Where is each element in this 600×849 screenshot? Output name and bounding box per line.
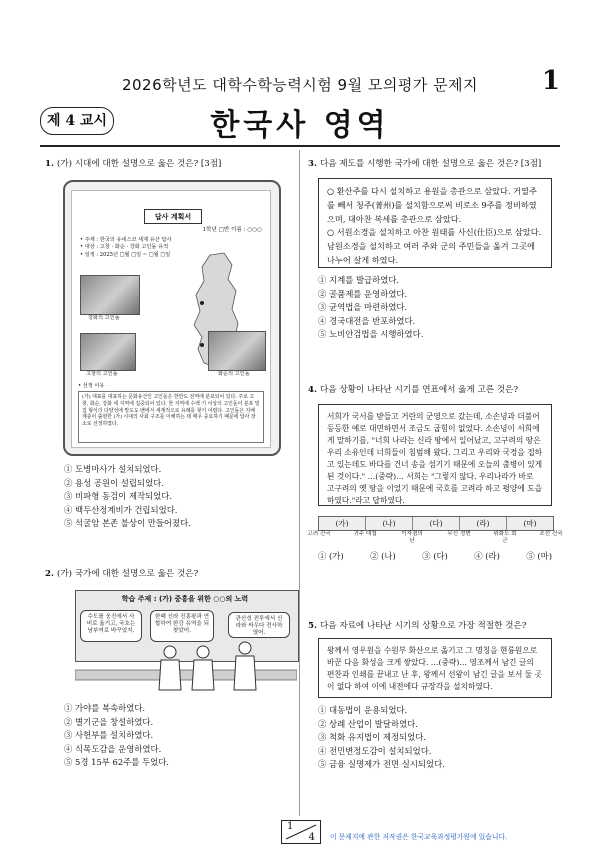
reason-title: • 선정 이유 [78,383,105,389]
plan-bullet: • 주제 : 한국의 유네스코 세계 유산 답사 [80,237,172,243]
answer-option[interactable]: ④ 전민변정도감이 설치되었다. [318,745,432,756]
question-number: 5. [308,621,317,631]
answer-option[interactable]: ⑤ (마) [526,551,552,561]
timeline-period: (나) [366,517,413,530]
answer-option[interactable]: ① 대동법이 운용되었다. [318,705,408,715]
answer-option[interactable]: ③ 비파형 동검이 제작되었다. [64,491,173,501]
answer-option[interactable]: ③ 사헌부를 설치하였다. [64,730,154,740]
answer-option[interactable]: ⑤ 노비안검법을 시행하였다. [318,329,424,339]
page-number: 1 [541,66,560,96]
ganghwa-dolmen-photo [80,275,140,315]
source-paragraph: ○ 서원소경을 설치하고 아찬 원태를 사신(仕臣)으로 삼았다. 남원소경을 설치하고 여러 주와 군의 주민들을 옮겨 그곳에 나누어 살게 하였다. [327,227,542,265]
copyright-notice: 이 문제지에 관한 저작권은 한국교육과정평가원에 있습니다. [330,833,508,841]
question-prompt: (가) 국가에 대한 설명으로 옳은 것은? [56,569,199,579]
q2-options [64,702,284,770]
question-1 [45,158,295,170]
question-3 [308,158,563,170]
timeline-event: 조선 건국 [539,531,563,537]
q1-options [64,463,284,531]
answer-option[interactable]: ④ 식목도감을 운영하였다. [64,743,162,754]
speech-bubble: 관산성 전투에서 신라와 싸우다 전사하였어. [228,612,290,638]
answer-option[interactable]: ③ 척화 유지법이 제정되었다. [318,732,427,742]
answer-option[interactable]: ② (나) [370,551,396,561]
plan-document [71,190,271,448]
answer-option[interactable]: ⑤ 5경 15부 62주를 두었다. [64,757,169,767]
board-title: 학습 주제 : (가) 중흥을 위한 ○○의 노력 [121,595,249,603]
timeline-period: (가) [319,517,366,530]
photo-caption: 고창의 고인돌 [86,371,118,377]
timeline-event: 귀주 대첩 [353,531,377,537]
answer-option[interactable]: ④ (라) [474,551,500,561]
header-rule [40,145,560,147]
answer-option[interactable]: ② 골품제를 운영하였다. [318,288,408,299]
timeline-events [306,531,564,545]
answer-option[interactable]: ② 상례 산업이 발달하였다. [318,718,418,729]
map-marker [200,343,204,347]
plan-title: 답사 계획서 [144,209,202,224]
question-number: 3. [308,159,317,169]
source-paragraph: ○ 환산주를 다시 설치하고 용원을 총관으로 삼았다. 거열주를 빼서 청주(菁州)를 설치함으로써 비로소 9주를 정비하였으며, 대아찬 복세를 총관으로 삼았다. [327,186,537,224]
answer-option[interactable]: ④ 경국대전을 반포하였다. [318,315,416,326]
answer-option[interactable]: ③ 균역법을 마련하였다. [318,302,408,312]
photo-caption: 화순의 고인돌 [218,371,250,377]
question-number: 2. [45,569,54,579]
timeline-period: (다) [413,517,460,530]
question-4 [308,384,563,396]
answer-option[interactable]: ② 별기군을 창설하였다. [64,716,154,727]
timeline-event: 고려 건국 [307,531,331,537]
speech-bubble: 수도를 웅진에서 사비로 옮기고, 국호는 남부여로 바꾸었지. [80,610,142,642]
question-prompt: 다음 상황이 나타난 시기를 연표에서 옳게 고른 것은? [319,385,519,395]
timeline-event: 이자겸의 난 [401,531,423,544]
hwasun-dolmen-photo [208,331,266,371]
answer-option[interactable]: ② 용성 공원이 설립되었다. [64,477,164,488]
exam-title: 2026학년도 대학수학능력시험 9월 모의평가 문제지 [121,76,479,94]
speech-bubble: 한때 신라 진흥왕과 연합하여 한강 유역을 되찾았어. [150,610,214,642]
answer-option[interactable]: ③ (다) [422,551,448,561]
column-divider [299,150,300,816]
q5-source-box: 왕께서 영우원을 수원부 화산으로 옮기고 그 명칭을 현륭원으로 바꾼 다음 화성을 크게 쌓았다. …(중략)… 영조께서 남긴 글의 편찬과 인쇄를 끝내고 난 후, 왕께서 선왕이 남긴 글을 보서 둘 곳이 없다 하여 이에 내전에다 규장각을 설치하였다. [318,638,552,698]
q4-options [318,550,552,564]
question-number: 1. [45,159,54,169]
q4-source-box: 서희가 국서를 받들고 거란의 군영으로 갔는데, 소손녕과 더불어 등등한 예로 대면하면서 조금도 굽힘이 없었다. 소손녕이 서희에게 말하기를, "너희 나라는 신라 땅에서 일어났고, 고구려의 땅은 우리 소유인데 너희들이 침범해 왔다. 그리고 우리와 국경을 접하고 있는데도 바다를 건너 송을 섬기기 때문에 오늘의 출병이 있게 된 것이다." …(중략)… 서희는 "그렇지 않다. 우리나라가 바로 고구려의 옛 땅을 이었기 때문에 국호를 고려라 하고 평양에 도읍하였다."라고 답하였다. [318,404,552,506]
answer-option[interactable]: ⑤ 석굴암 본존 불상이 만들어졌다. [64,518,191,528]
page-current: 1 [287,821,294,832]
timeline-event: 무신 정변 [447,531,471,537]
question-number: 4. [308,385,317,395]
question-2 [45,568,295,580]
q5-options [318,704,552,772]
plan-class-line: 1학년 □반 이름 : ○○○ [202,227,262,233]
timeline-period: (마) [507,517,553,530]
answer-option[interactable]: ① (가) [318,551,344,561]
question-5 [308,620,563,632]
q3-source-box [318,178,552,268]
session-badge: 제 4 교시 [40,107,114,135]
timeline-bar [318,516,554,531]
question-prompt: 다음 자료에 나타난 시기의 상황으로 가장 적절한 것은? [319,621,527,631]
timeline-period: (라) [460,517,507,530]
answer-option[interactable]: ① 가야를 복속하였다. [64,703,146,713]
answer-option[interactable]: ⑤ 금융 실명제가 전면 실시되었다. [318,759,445,769]
plan-bullets [80,237,190,259]
plan-bullet: • 일정 : 2025년 □월 □일 ~ □월 □일 [80,251,171,258]
photo-caption: 강화의 고인돌 [88,315,120,321]
gochang-dolmen-photo [80,333,136,371]
question-prompt: 다음 제도를 시행한 국가에 대한 설명으로 옳은 것은? [3점] [319,159,542,169]
answer-option[interactable]: ① 지계를 발급하였다. [318,275,400,285]
question-prompt: (가) 시대에 대한 설명으로 옳은 것은? [3점] [56,159,222,169]
answer-option[interactable]: ④ 백두산정계비가 건립되었다. [64,504,178,515]
plan-bullet: • 대상 : 고창 · 화순 · 강화 고인돌 유적 [80,244,169,251]
answer-option[interactable]: ① 도병마사가 설치되었다. [64,464,162,474]
students-illustration [75,640,297,696]
map-marker [200,301,204,305]
page-total: 4 [308,832,315,843]
timeline-event: 위화도 회군 [493,531,517,544]
q3-options [318,274,552,342]
reason-text: (가) 대표를 대표하는 문화유산인 고인돌은 한반도 전역에 분포되어 있다. 주로 고창, 화순, 강화 세 지역에 집중되어 있다. 한 지역에 수백 기 이상의 고인돌이 분포 밀집 형식의 다양성에 말도도 밴에서 세계적으로 유례를 찾기 어렵다. 고인돌은 지배 계층이 출현한 (가) 시대의 사회 구조를 이해하는 데 매우 중요하기 때문에 답사 장소로 선정하였다. [78,391,264,443]
page-indicator [281,820,321,844]
subject-title: 한국사 영역 [210,108,390,143]
